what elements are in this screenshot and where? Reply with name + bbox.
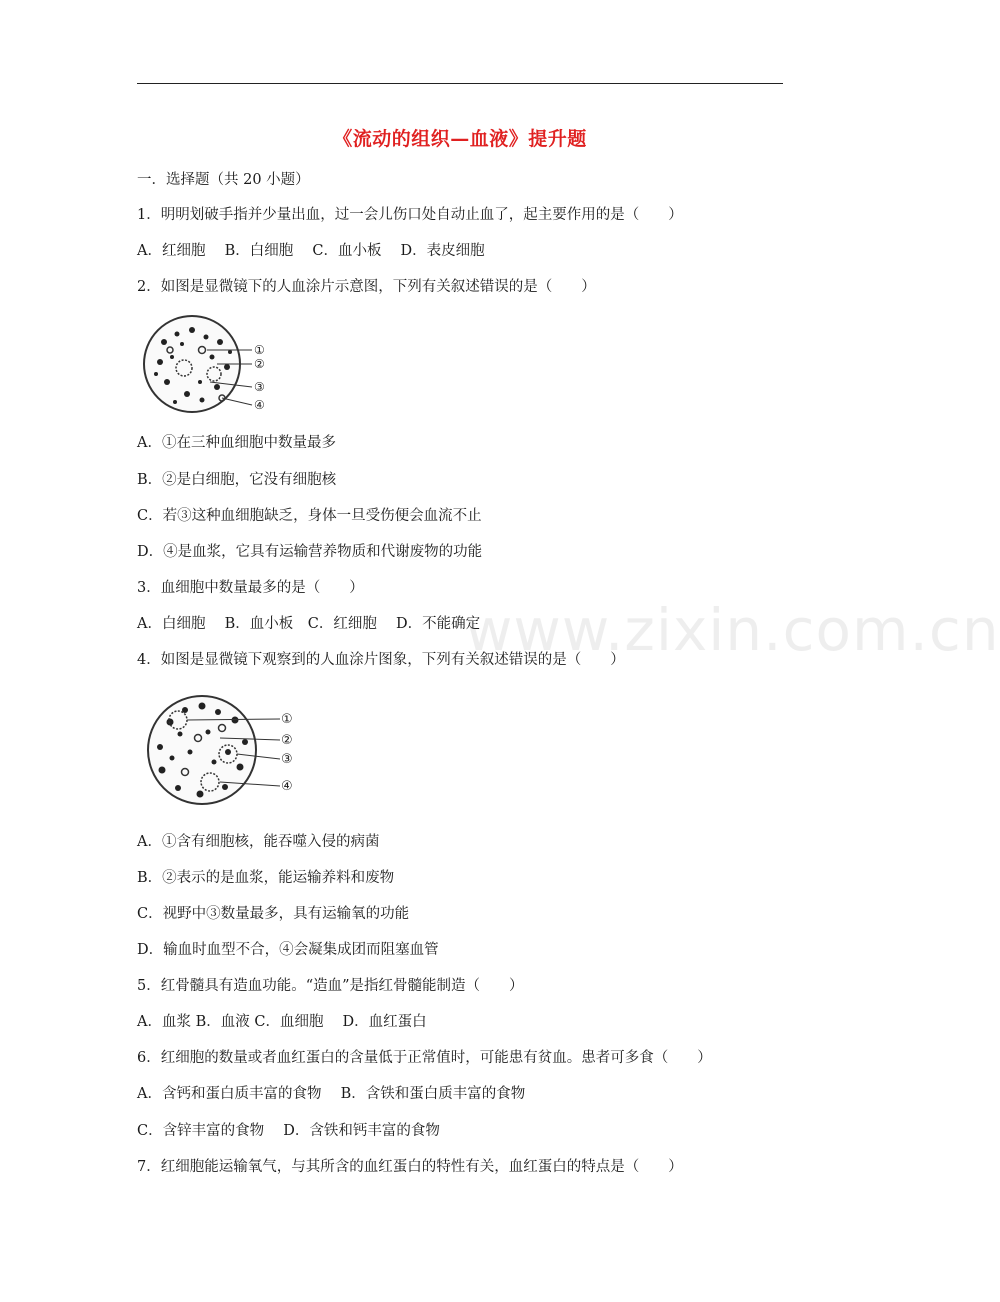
question-5: 5．红骨髓具有造血功能。“造血”是指红骨髓能制造（ ） bbox=[137, 978, 524, 994]
q4-option-d: D．输血时血型不合，④会凝集成团而阻塞血管 bbox=[137, 942, 439, 958]
q2-option-b: B．②是白细胞，它没有细胞核 bbox=[137, 472, 337, 488]
header-rule bbox=[137, 83, 783, 84]
fig1-label-4: ④ bbox=[254, 398, 265, 412]
question-3: 3．血细胞中数量最多的是（ ） bbox=[137, 580, 364, 596]
q2-option-c: C．若③这种血细胞缺乏，身体一旦受伤便会血流不止 bbox=[137, 508, 482, 524]
q4-option-c: C．视野中③数量最多，具有运输氧的功能 bbox=[137, 906, 410, 922]
watermark: www.zixin.com.cn bbox=[465, 596, 1000, 664]
fig2-label-3: ③ bbox=[281, 752, 293, 767]
question-1: 1．明明划破手指并少量出血，过一会儿伤口处自动止血了，起主要作用的是（ ） bbox=[137, 207, 683, 223]
question-2: 2．如图是显微镜下的人血涂片示意图，下列有关叙述错误的是（ ） bbox=[137, 279, 596, 295]
fig2-label-4: ④ bbox=[281, 779, 293, 794]
fig2-label-2: ② bbox=[281, 733, 293, 748]
q3-options: A．白细胞 B．血小板 C．红细胞 D．不能确定 bbox=[137, 616, 481, 632]
q4-option-a: A．①含有细胞核，能吞噬入侵的病菌 bbox=[137, 834, 380, 850]
fig1-label-3: ③ bbox=[254, 380, 265, 394]
question-6: 6．红细胞的数量或者血红蛋白的含量低于正常值时，可能患有贫血。患者可多食（ ） bbox=[137, 1050, 712, 1066]
blood-smear-figure-1 bbox=[142, 312, 277, 417]
q2-option-a: A．①在三种血细胞中数量最多 bbox=[137, 435, 336, 451]
q6-options-cd: C．含锌丰富的食物 D．含铁和钙丰富的食物 bbox=[137, 1123, 440, 1139]
question-7: 7．红细胞能运输氧气，与其所含的血红蛋白的特性有关，血红蛋白的特点是（ ） bbox=[137, 1159, 683, 1175]
q1-options: A．红细胞 B．白细胞 C．血小板 D．表皮细胞 bbox=[137, 243, 485, 259]
fig2-label-1: ① bbox=[281, 712, 293, 727]
fig1-label-1: ① bbox=[254, 343, 265, 357]
section-heading: 一．选择题（共 20 小题） bbox=[137, 172, 310, 188]
q6-options-ab: A．含钙和蛋白质丰富的食物 B．含铁和蛋白质丰富的食物 bbox=[137, 1086, 526, 1102]
q5-options: A．血浆 B．血液 C．血细胞 D．血红蛋白 bbox=[137, 1014, 427, 1030]
page-title: 《流动的组织—血液》提升题 bbox=[333, 128, 587, 150]
question-4: 4．如图是显微镜下观察到的人血涂片图象，下列有关叙述错误的是（ ） bbox=[137, 652, 625, 668]
q4-option-b: B．②表示的是血浆，能运输养料和废物 bbox=[137, 870, 395, 886]
blood-smear-figure-2 bbox=[140, 692, 300, 807]
fig1-label-2: ② bbox=[254, 357, 265, 371]
q2-option-d: D．④是血浆，它具有运输营养物质和代谢废物的功能 bbox=[137, 544, 483, 560]
